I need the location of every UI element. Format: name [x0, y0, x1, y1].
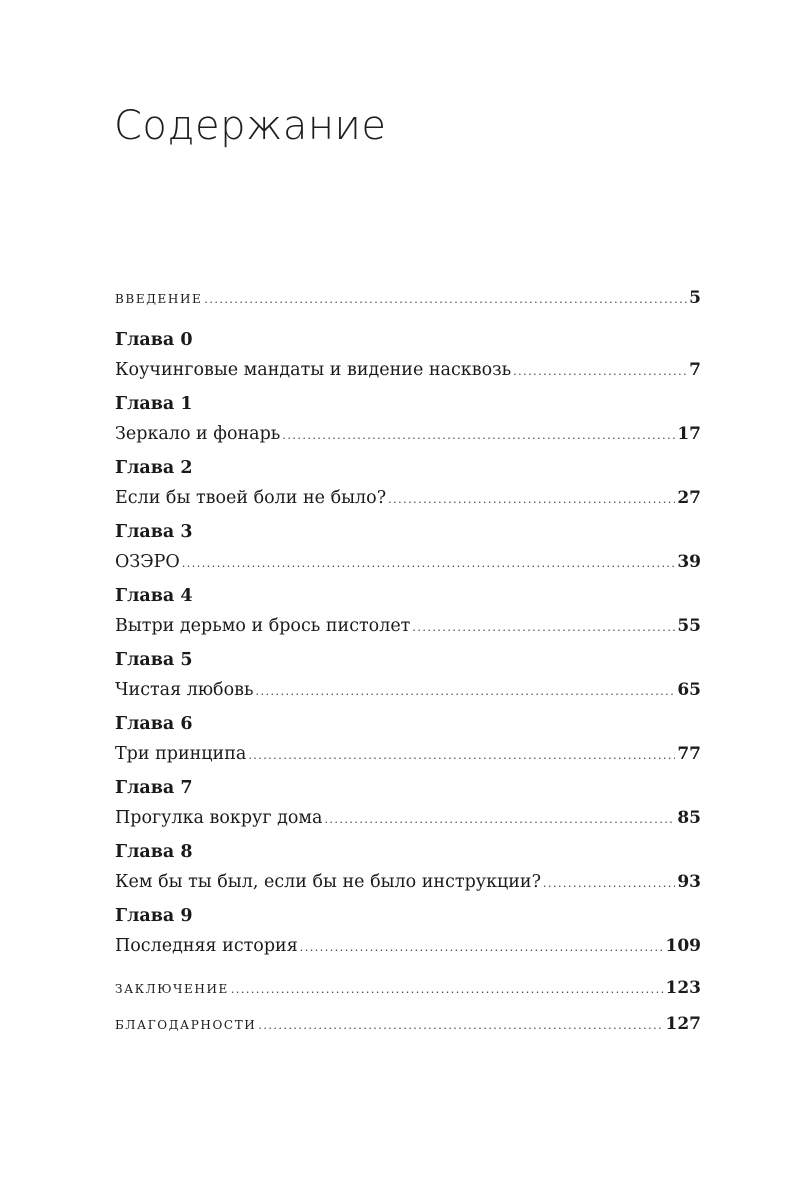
toc-leader-dots [231, 975, 664, 1005]
toc-line [115, 547, 701, 577]
toc-leader-dots [513, 357, 687, 387]
chapter-label: Глава 4 [115, 586, 193, 606]
toc-entry-chapter-2[interactable] [115, 453, 701, 513]
toc-page-number: 123 [665, 978, 701, 998]
toc-leader-dots [543, 869, 675, 899]
toc-line [115, 355, 701, 385]
toc-page-number: 93 [677, 872, 701, 892]
toc-page-number: 65 [677, 680, 701, 700]
toc-page-number: 109 [665, 936, 701, 956]
toc-entry-title: Прогулка вокруг дома [115, 808, 323, 828]
toc-entry-chapter-9[interactable] [115, 901, 701, 961]
toc-entry-title: Коучинговые мандаты и видение насквозь [115, 360, 512, 380]
chapter-label: Глава 1 [115, 394, 193, 414]
toc-line [115, 867, 701, 897]
toc-leader-dots [204, 285, 687, 315]
toc-line [115, 973, 701, 1003]
toc-page-number: 77 [677, 744, 701, 764]
toc-entry-conclusion[interactable] [115, 973, 701, 1003]
toc-page-number: 17 [677, 424, 701, 444]
toc-line [115, 931, 701, 961]
toc-entry-title: Последняя история [115, 936, 298, 956]
chapter-label: Глава 7 [115, 778, 193, 798]
toc-line [115, 611, 701, 641]
toc-entry-chapter-7[interactable] [115, 773, 701, 833]
toc-entry-title: Зеркало и фонарь [115, 424, 281, 444]
chapter-label: Глава 8 [115, 842, 193, 862]
toc-entry-chapter-6[interactable] [115, 709, 701, 769]
toc-page-number: 7 [689, 360, 701, 380]
page-title: Содержание [114, 103, 387, 149]
toc-page-number: 27 [677, 488, 701, 508]
toc-line [115, 675, 701, 705]
table-of-contents [115, 283, 701, 1051]
toc-entry-title: Три принципа [115, 744, 247, 764]
toc-page-number: 39 [677, 552, 701, 572]
toc-line [115, 1009, 701, 1039]
toc-entry-acknowledgements[interactable] [115, 1009, 701, 1039]
chapter-label: Глава 2 [115, 458, 193, 478]
toc-leader-dots [412, 613, 675, 643]
toc-page-number: 5 [689, 288, 701, 308]
chapter-label: Глава 9 [115, 906, 193, 926]
toc-entry-title: введение [115, 288, 203, 308]
toc-leader-dots [388, 485, 675, 515]
toc-line [115, 419, 701, 449]
toc-line [115, 283, 701, 313]
toc-entry-chapter-0[interactable] [115, 325, 701, 385]
toc-entry-chapter-1[interactable] [115, 389, 701, 449]
toc-entry-chapter-4[interactable] [115, 581, 701, 641]
toc-entry-title: заключение [115, 978, 229, 998]
toc-entry-title: ОЗЭРО [115, 552, 180, 572]
toc-line [115, 739, 701, 769]
toc-page-number: 85 [677, 808, 701, 828]
toc-entry-title: Чистая любовь [115, 680, 254, 700]
toc-line [115, 483, 701, 513]
chapter-label: Глава 6 [115, 714, 193, 734]
toc-entry-title: Вытри дерьмо и брось пистолет [115, 616, 411, 636]
toc-page-number: 127 [665, 1014, 701, 1034]
toc-leader-dots [282, 421, 675, 451]
toc-leader-dots [324, 805, 675, 835]
toc-entry-title: благодарности [115, 1014, 257, 1034]
toc-entry-introduction[interactable] [115, 283, 701, 313]
toc-leader-dots [256, 677, 676, 707]
chapter-label: Глава 3 [115, 522, 193, 542]
toc-leader-dots [182, 549, 676, 579]
toc-entry-chapter-3[interactable] [115, 517, 701, 577]
toc-leader-dots [300, 933, 664, 963]
toc-entry-title: Если бы твоей боли не было? [115, 488, 387, 508]
chapter-label: Глава 0 [115, 330, 193, 350]
toc-line [115, 803, 701, 833]
toc-entry-chapter-8[interactable] [115, 837, 701, 897]
toc-leader-dots [258, 1011, 663, 1041]
toc-leader-dots [248, 741, 675, 771]
chapter-label: Глава 5 [115, 650, 193, 670]
toc-entry-title: Кем бы ты был, если бы не было инструкции? [115, 872, 541, 892]
toc-entry-chapter-5[interactable] [115, 645, 701, 705]
toc-page-number: 55 [677, 616, 701, 636]
